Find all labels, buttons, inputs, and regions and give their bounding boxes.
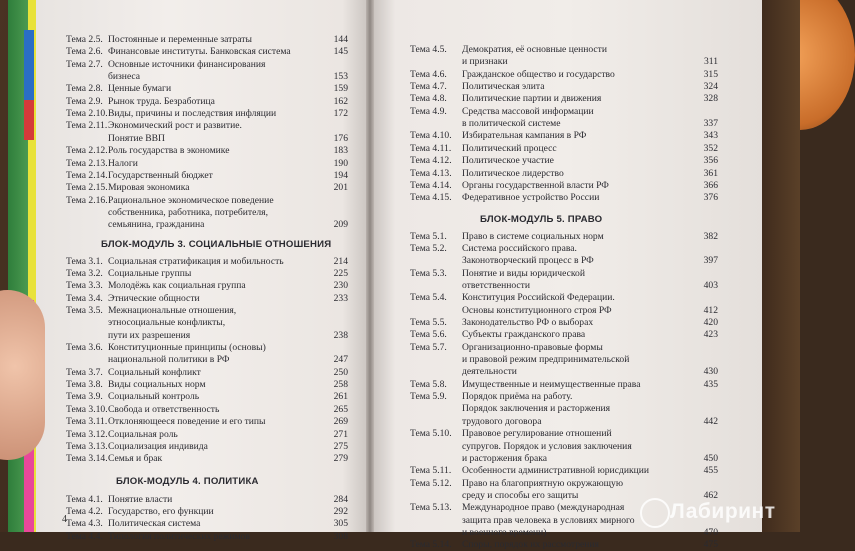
toc-page-number: 233 (333, 292, 348, 304)
toc-topic-title: Демократия, её основные ценности (462, 44, 607, 55)
toc-page-number: 265 (333, 403, 348, 415)
toc-page-number: 292 (333, 505, 348, 517)
page-number: 4 (62, 514, 67, 525)
toc-page-number: 382 (703, 230, 718, 242)
toc-topic-title: Этнические общности (108, 292, 200, 304)
toc-page-number: 324 (703, 81, 718, 93)
toc-topic-title: Типология политических режимов (108, 530, 250, 542)
toc-topic-title: Конституционные принципы (основы) (108, 342, 266, 354)
toc-topic-title: Политическое лидерство (462, 167, 564, 179)
red-tab (24, 100, 34, 140)
toc-page-number: 271 (333, 428, 348, 440)
toc-page-number: 258 (333, 379, 348, 391)
toc-topic-title: Рынок труда. Безработица (108, 95, 215, 107)
toc-page-number: 435 (703, 378, 718, 390)
labirint-logo-icon (640, 498, 670, 528)
toc-topic-title: Виды, причины и последствия инфляции (108, 108, 277, 120)
toc-topic-title: Средства массовой информации (462, 105, 594, 117)
toc-topic-title: Молодёжь как социальная группа (108, 280, 246, 292)
toc-topic-title: Рациональное экономическое поведение (108, 194, 274, 206)
toc-topic-label: Тема 2.5. (66, 34, 103, 45)
toc-topic-label: Тема 4.3. (66, 518, 103, 530)
toc-topic-title: национальной политики в РФ (108, 354, 230, 366)
toc-page-number: 430 (703, 366, 718, 378)
toc-page-number: 356 (703, 155, 718, 167)
toc-topic-title: этносоциальные конфликты, (108, 317, 226, 329)
toc-topic-label: Тема 3.1. (66, 255, 103, 267)
toc-topic-title: семьянина, гражданина (108, 219, 205, 231)
toc-topic-label: Тема 2.6. (66, 46, 103, 58)
toc-topic-label: Тема 5.14. (410, 539, 452, 551)
toc-page-number: 412 (703, 304, 718, 316)
toc-topic-title: Межнациональные отношения, (108, 305, 237, 316)
toc-topic-label: Тема 2.13. (66, 157, 108, 169)
toc-topic-title: Свобода и ответственность (108, 403, 220, 415)
toc-topic-title: Финансовые институты. Банковская система (108, 46, 291, 58)
toc-topic-label: Тема 3.9. (66, 391, 103, 403)
toc-topic-title: Порядок приёма на работу. (462, 391, 573, 403)
toc-page-number: 176 (333, 132, 348, 144)
toc-page-number: 279 (333, 453, 348, 465)
toc-topic-title: Постоянные и переменные затраты (108, 34, 252, 45)
toc-topic-title: Налоги (108, 157, 138, 169)
toc-page-number: 225 (333, 267, 348, 279)
toc-topic-title: Политическая элита (462, 81, 545, 93)
toc-page-number: 352 (703, 142, 718, 154)
toc-topic-label: Тема 4.1. (66, 493, 103, 505)
toc-page-number: 420 (703, 317, 718, 328)
toc-page-number: 159 (333, 83, 348, 95)
toc-topic-label: Тема 3.6. (66, 342, 103, 354)
toc-topic-label: Тема 5.2. (410, 242, 447, 254)
book-cover-right (760, 0, 800, 532)
toc-page-number: 442 (703, 415, 718, 427)
toc-topic-label: Тема 4.10. (410, 130, 452, 142)
toc-topic-label: Тема 4.14. (410, 179, 452, 191)
toc-page-number: 403 (703, 279, 718, 291)
toc-topic-title: Правовое регулирование отношений (462, 428, 612, 440)
toc-topic-label: Тема 3.12. (66, 428, 108, 440)
toc-topic-title: Социальные группы (108, 267, 192, 279)
toc-topic-title: Понятие и виды юридической (462, 267, 585, 279)
toc-topic-label: Тема 5.9. (410, 391, 447, 403)
toc-topic-label: Тема 5.3. (410, 267, 447, 279)
toc-page-number: 153 (333, 71, 348, 83)
toc-topic-label: Тема 4.7. (410, 81, 447, 93)
watermark: Лабиринт (670, 500, 776, 523)
toc-topic-label: Тема 4.2. (66, 505, 103, 517)
toc-topic-title: бизнеса (108, 71, 141, 83)
toc-topic-label: Тема 3.7. (66, 366, 103, 378)
toc-topic-label: Тема 5.7. (410, 341, 447, 353)
toc-page-number: 455 (703, 465, 718, 477)
toc-topic-title: Семья и брак (108, 453, 163, 465)
toc-topic-label: Тема 3.13. (66, 440, 108, 452)
toc-page-number: 361 (703, 167, 718, 179)
toc-topic-label: Тема 5.4. (410, 292, 447, 304)
toc-topic-title: Социализация индивида (108, 440, 208, 452)
toc-topic-title: Политическая система (108, 518, 201, 530)
toc-topic-title: Органы государственной власти РФ (462, 179, 609, 191)
toc-topic-title: в политической системе (462, 118, 561, 130)
toc-topic-title: Право в системе социальных норм (462, 230, 604, 242)
toc-topic-title: защита прав человека в условиях мирного (462, 514, 635, 526)
toc-topic-title: Политические партии и движения (462, 93, 602, 105)
toc-topic-title: Законотворческий процесс в РФ (462, 255, 594, 267)
toc-topic-label: Тема 3.10. (66, 403, 108, 415)
toc-topic-label: Тема 2.7. (66, 58, 103, 70)
toc-topic-label: Тема 4.12. (410, 155, 452, 167)
toc-topic-title: и военного времени) (462, 526, 547, 538)
toc-topic-title: Социальный конфликт (108, 366, 201, 378)
toc-topic-title: Социальная роль (108, 428, 178, 440)
toc-topic-label: Тема 2.16. (66, 194, 108, 206)
toc-topic-label: Тема 3.2. (66, 267, 103, 279)
toc-page-number: 328 (703, 93, 718, 105)
toc-topic-title: Отклоняющееся поведение и его типы (108, 416, 266, 428)
toc-topic-title: деятельности (462, 366, 517, 378)
thumb (0, 290, 45, 460)
toc-topic-title: Право на благоприятную окружающую (462, 477, 623, 489)
toc-topic-label: Тема 4.13. (410, 167, 452, 179)
toc-topic-title: Законодательство РФ о выборах (462, 317, 594, 328)
toc-topic-title: пути их разрешения (108, 329, 191, 341)
toc-topic-label: Тема 4.6. (410, 68, 447, 80)
toc-topic-label: Тема 4.15. (410, 192, 452, 204)
toc-topic-title: Государство, его функции (108, 505, 214, 517)
toc-page-number: 209 (333, 219, 348, 231)
toc-page-number: 462 (703, 489, 718, 501)
toc-topic-title: Политический процесс (462, 142, 557, 154)
toc-page-number: 343 (703, 130, 718, 142)
toc-page-number: 275 (333, 440, 348, 452)
toc-topic-label: Тема 3.3. (66, 280, 103, 292)
blue-tab (24, 30, 34, 100)
toc-topic-title: Политическое участие (462, 155, 554, 167)
toc-topic-title: Мировая экономика (108, 182, 190, 194)
toc-topic-title: Международное право (международная (462, 502, 625, 514)
book-gutter (366, 0, 374, 532)
toc-page-number: 190 (333, 157, 348, 169)
toc-page-number: 238 (333, 329, 348, 341)
toc-page-number: 376 (703, 192, 718, 204)
toc-page-number: 308 (333, 530, 348, 542)
toc-page-number: 194 (333, 169, 348, 181)
toc-page-number: 247 (333, 354, 348, 366)
toc-topic-label: Тема 5.6. (410, 329, 447, 341)
toc-page-number: 201 (333, 182, 348, 194)
toc-topic-label: Тема 4.4. (66, 530, 103, 542)
toc-topic-label: Тема 2.11. (66, 120, 108, 132)
block-heading: БЛОК-МОДУЛЬ 4. ПОЛИТИКА (116, 475, 259, 487)
toc-page-number: 397 (703, 255, 718, 267)
toc-topic-label: Тема 3.11. (66, 416, 108, 428)
toc-topic-title: Споры, порядок их рассмотрения (462, 539, 599, 551)
toc-topic-title: Имущественные и неимущественные права (462, 378, 641, 390)
toc-topic-title: Конституция Российской Федерации. (462, 292, 615, 304)
toc-topic-label: Тема 5.1. (410, 230, 447, 242)
toc-page-number: 305 (333, 518, 348, 530)
toc-topic-title: собственника, работника, потребителя, (108, 206, 268, 218)
toc-topic-label: Тема 2.14. (66, 169, 108, 181)
toc-page-number: 172 (333, 108, 348, 120)
toc-page-number: 470 (703, 526, 718, 538)
toc-page-number: 423 (703, 329, 718, 341)
toc-page-number: 145 (333, 46, 348, 58)
toc-topic-title: Организационно-правовые формы (462, 341, 603, 353)
toc-topic-title: ответственности (462, 279, 530, 291)
toc-topic-title: Особенности административной юрисдикции (462, 465, 650, 477)
toc-topic-title: и правовой режим предпринимательской (462, 354, 630, 366)
toc-topic-title: среду и способы его защиты (462, 489, 579, 501)
toc-topic-title: Избирательная кампания в РФ (462, 130, 587, 142)
toc-topic-label: Тема 3.5. (66, 305, 103, 316)
toc-page-number: 284 (333, 493, 348, 505)
toc-page-number: 269 (333, 416, 348, 428)
toc-topic-label: Тема 3.8. (66, 379, 103, 391)
toc-topic-label: Тема 5.10. (410, 428, 452, 440)
toc-page-number: 475 (703, 539, 718, 551)
toc-topic-label: Тема 5.12. (410, 477, 452, 489)
toc-page-number: 450 (703, 452, 718, 464)
toc-topic-label: Тема 2.10. (66, 108, 108, 120)
toc-topic-title: Гражданское общество и государство (462, 68, 615, 80)
toc-topic-label: Тема 3.14. (66, 453, 108, 465)
toc-topic-label: Тема 2.8. (66, 83, 103, 95)
toc-topic-label: Тема 4.5. (410, 44, 447, 55)
toc-topic-title: Роль государства в экономике (108, 145, 230, 157)
toc-topic-label: Тема 2.9. (66, 95, 103, 107)
toc-topic-title: Понятие власти (108, 493, 173, 505)
toc-topic-title: Ценные бумаги (108, 83, 172, 95)
block-heading: БЛОК-МОДУЛЬ 3. СОЦИАЛЬНЫЕ ОТНОШЕНИЯ (101, 238, 332, 250)
toc-page-number: 183 (333, 145, 348, 157)
toc-page-number: 214 (333, 255, 348, 267)
toc-topic-title: и расторжения брака (462, 452, 548, 464)
toc-topic-label: Тема 5.11. (410, 465, 452, 477)
toc-topic-label: Тема 5.5. (410, 317, 447, 328)
toc-topic-label: Тема 3.4. (66, 292, 103, 304)
toc-page-number: 250 (333, 366, 348, 378)
left-page (36, 0, 369, 542)
toc-topic-title: Социальная стратификация и мобильность (108, 255, 284, 267)
toc-topic-label: Тема 4.9. (410, 105, 447, 117)
toc-page-number: 366 (703, 179, 718, 191)
toc-page-number: 261 (333, 391, 348, 403)
toc-topic-title: и признаки (462, 56, 508, 68)
toc-page-number: 315 (703, 68, 718, 80)
toc-topic-label: Тема 2.12. (66, 145, 108, 157)
toc-topic-title: Основные источники финансирования (108, 58, 266, 70)
toc-page-number: 311 (703, 56, 718, 68)
block-heading: БЛОК-МОДУЛЬ 5. ПРАВО (480, 213, 603, 225)
toc-topic-label: Тема 4.8. (410, 93, 447, 105)
toc-topic-title: Порядок заключения и расторжения (462, 403, 611, 415)
toc-topic-title: Государственный бюджет (108, 169, 213, 181)
toc-topic-title: Понятие ВВП (108, 132, 165, 144)
toc-page-number: 162 (333, 95, 348, 107)
toc-topic-title: Субъекты гражданского права (462, 329, 586, 341)
toc-topic-label: Тема 4.11. (410, 142, 452, 154)
toc-topic-title: Экономический рост и развитие. (108, 120, 242, 132)
toc-topic-title: Основы конституционного строя РФ (462, 304, 612, 316)
toc-topic-label: Тема 2.15. (66, 182, 108, 194)
toc-topic-title: Виды социальных норм (108, 379, 206, 391)
toc-topic-label: Тема 5.8. (410, 378, 447, 390)
toc-topic-title: супругов. Порядок и условия заключения (462, 440, 632, 452)
toc-topic-title: Система российского права. (462, 242, 577, 254)
right-page (372, 0, 762, 551)
toc-page-number: 144 (333, 34, 348, 45)
toc-page-number: 337 (703, 118, 718, 130)
toc-topic-label: Тема 5.13. (410, 502, 452, 514)
toc-topic-title: трудового договора (462, 415, 542, 427)
toc-page-number: 230 (333, 280, 348, 292)
toc-topic-title: Социальный контроль (108, 391, 200, 403)
toc-topic-title: Федеративное устройство России (462, 192, 600, 204)
